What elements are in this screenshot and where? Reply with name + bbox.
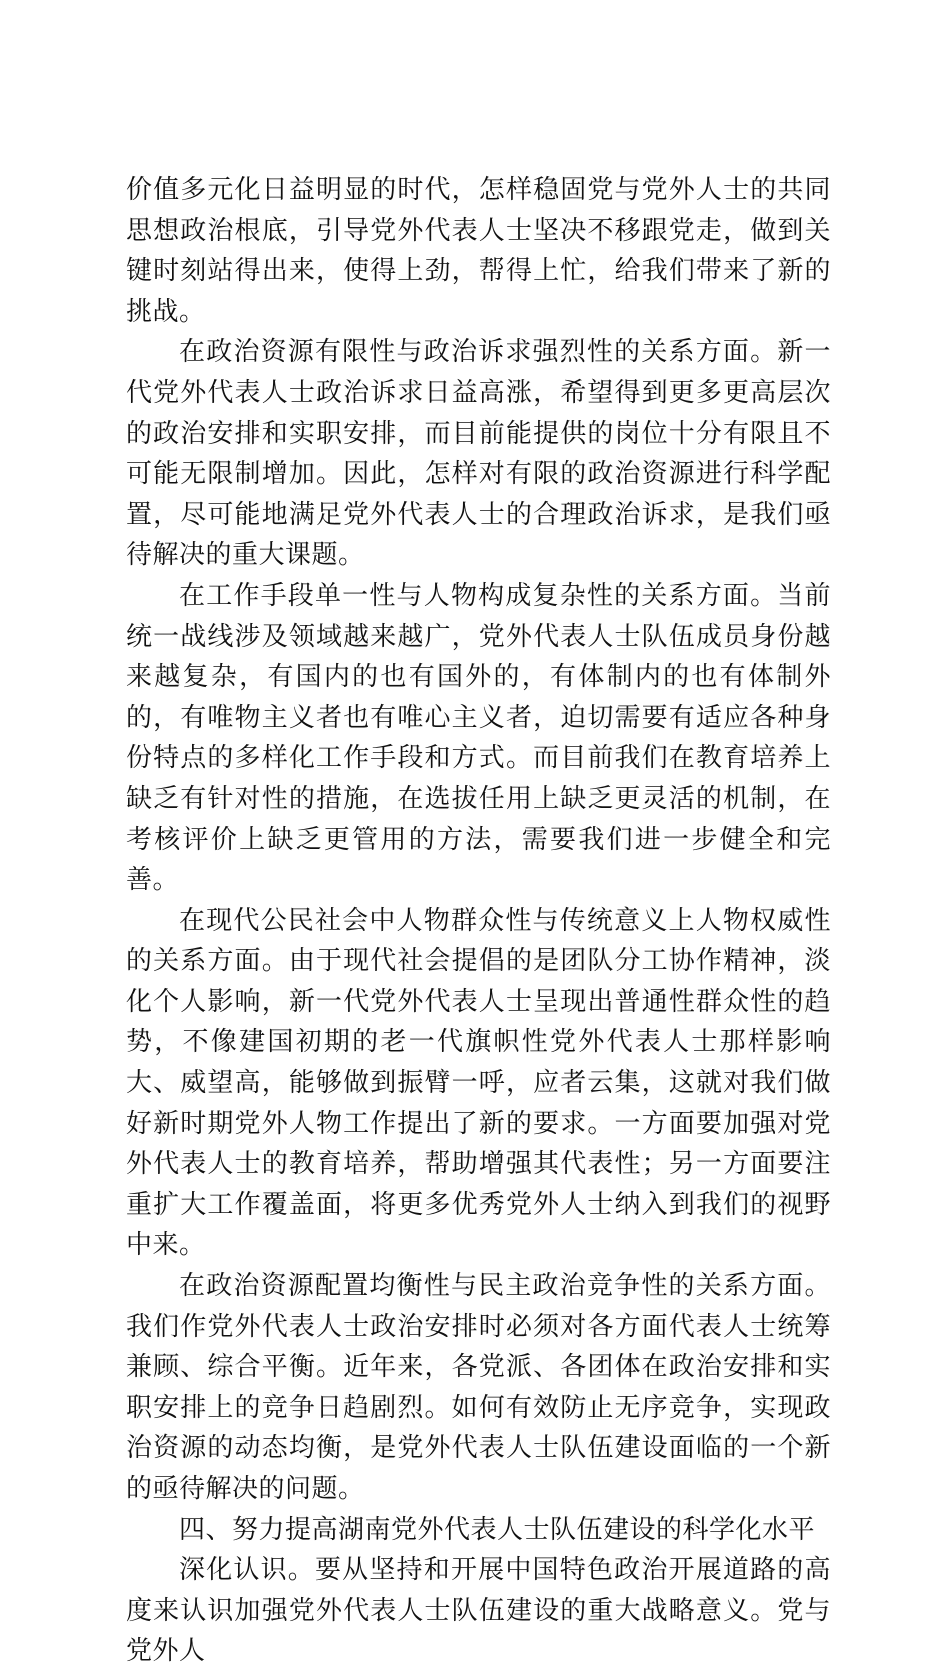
document-body (126, 170, 831, 1672)
paragraph-work-methods: 在工作手段单一性与人物构成复杂性的关系方面。当前统一战线涉及领域越来越广，党外代表人士队伍成员身份越来越复杂，有国内的也有国外的，有体制内的也有体制外的，有唯物主义者也有唯心主义者，迫切需要有适应各种身份特点的多样化工作手段和方式。而目前我们在教育培养上缺乏有针对性的措施，在选拔任用上缺乏更灵活的机制，在考核评价上缺乏更管用的方法，需要我们进一步健全和完善。 (126, 580, 831, 896)
section-heading-four: 四、努力提高湖南党外代表人士队伍建设的科学化水平 (179, 1514, 816, 1545)
paragraph-mass-vs-authority: 在现代公民社会中人物群众性与传统意义上人物权威性的关系方面。由于现代社会提倡的是团队分工协作精神，淡化个人影响，新一代党外代表人士呈现出普通性群众性的趋势，不像建国初期的老一代旗帜性党外代表人士那样影响大、威望高，能够做到振臂一呼，应者云集，这就对我们做好新时期党外人物工作提出了新的要求。一方面要加强对党外代表人士的教育培养，帮助增强其代表性；另一方面要注重扩大工作覆盖面，将更多优秀党外人士纳入到我们的视野中来。 (126, 905, 831, 1261)
paragraph-political-resources: 在政治资源有限性与政治诉求强烈性的关系方面。新一代党外代表人士政治诉求日益高涨，希望得到更多更高层次的政治安排和实职安排，而目前能提供的岗位十分有限且不可能无限制增加。因此，怎样对有限的政治资源进行科学配置，尽可能地满足党外代表人士的合理政治诉求，是我们亟待解决的重大课题。 (126, 337, 831, 571)
paragraph-deepen-understanding: 深化认识。要从坚持和开展中国特色政治开展道路的高度来认识加强党外代表人士队伍建设的重大战略意义。党与党外人 (126, 1555, 831, 1667)
paragraph-continuation: 价值多元化日益明显的时代，怎样稳固党与党外人士的共同思想政治根底，引导党外代表人士坚决不移跟党走，做到关键时刻站得出来，使得上劲，帮得上忙，给我们带来了新的挑战。 (126, 175, 831, 327)
paragraph-resource-balance: 在政治资源配置均衡性与民主政治竞争性的关系方面。我们作党外代表人士政治安排时必须对各方面代表人士统筹兼顾、综合平衡。近年来，各党派、各团体在政治安排和实职安排上的竞争日趋剧烈。如何有效防止无序竞争，实现政治资源的动态均衡，是党外代表人士队伍建设面临的一个新的亟待解决的问题。 (126, 1271, 831, 1504)
